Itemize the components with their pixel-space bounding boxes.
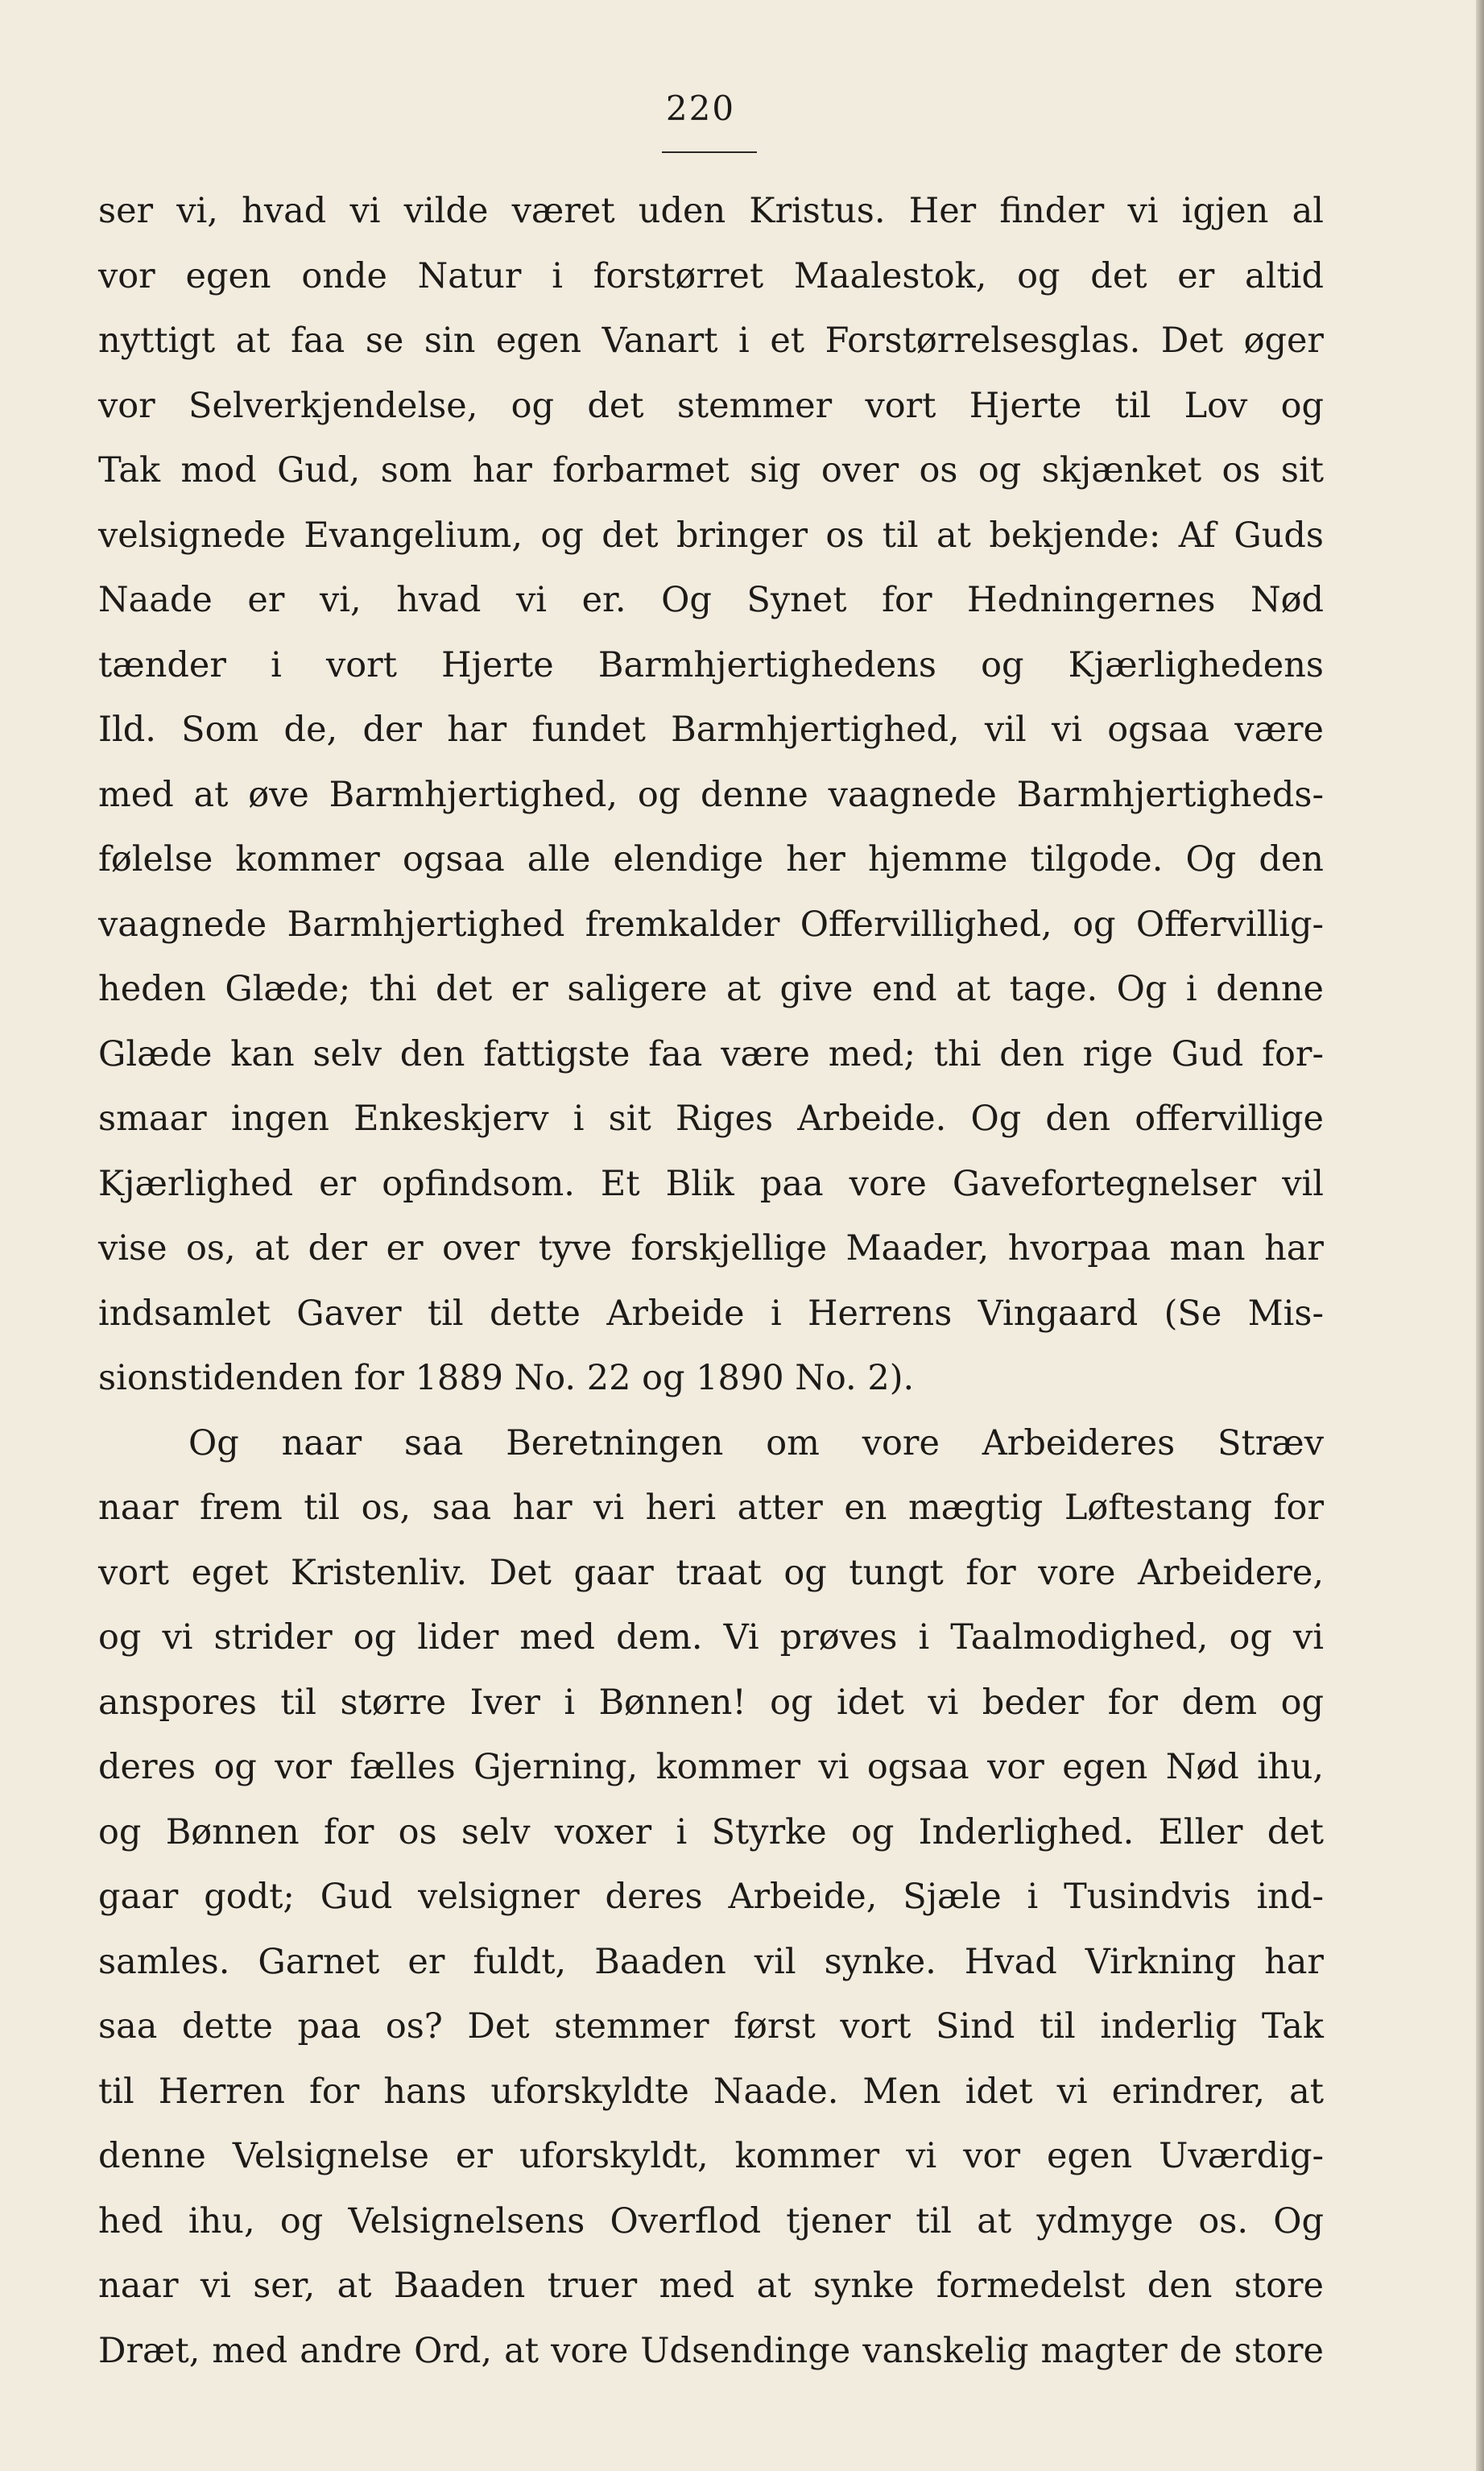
- text-line: naar vi ser, at Baaden truer med at synke formedelst den store: [98, 2266, 1324, 2306]
- text-line: følelse kommer ogsaa alle elendige her hjemme tilgode. Og den: [98, 839, 1324, 880]
- text-line: gaar godt; Gud velsigner deres Arbeide, Sjæle i Tusindvis ind-: [98, 1877, 1324, 1917]
- text-line-paragraph-end: sionstidenden for 1889 No. 22 og 1890 No. 2).: [98, 1358, 915, 1398]
- text-line: ser vi, hvad vi vilde været uden Kristus. Her finder vi igjen al: [98, 191, 1324, 231]
- text-line: Tak mod Gud, som har forbarmet sig over os og skjænket os sit: [98, 450, 1324, 490]
- text-line: vise os, at der er over tyve forskjellige Maader, hvorpaa man har: [98, 1228, 1324, 1269]
- body-text: [98, 179, 1324, 2383]
- page-number: 220: [665, 89, 736, 128]
- text-line: saa dette paa os? Det stemmer først vort Sind til inderlig Tak: [98, 2006, 1324, 2047]
- text-line: smaar ingen Enkeskjerv i sit Riges Arbeide. Og den offervillige: [98, 1099, 1324, 1139]
- text-line: velsignede Evangelium, og det bringer os til at bekjende: Af Guds: [98, 515, 1324, 556]
- text-line: hed ihu, og Velsignelsens Overflod tjener til at ydmyge os. Og: [98, 2200, 1324, 2241]
- text-line: og vi strider og lider med dem. Vi prøves i Taalmodighed, og vi: [98, 1617, 1324, 1658]
- text-line: denne Velsignelse er uforskyldt, kommer vi vor egen Uværdig-: [98, 2136, 1324, 2176]
- text-line: vort eget Kristenliv. Det gaar traat og tungt for vore Arbeidere,: [98, 1552, 1324, 1593]
- text-line: og Bønnen for os selv voxer i Styrke og Inderlighed. Eller det: [98, 1811, 1324, 1852]
- text-line: deres og vor fælles Gjerning, kommer vi ogsaa vor egen Nød ihu,: [98, 1747, 1324, 1787]
- text-line: heden Glæde; thi det er saligere at give end at tage. Og i denne: [98, 969, 1324, 1009]
- text-line-paragraph-start: Og naar saa Beretningen om vore Arbeideres Stræv: [188, 1422, 1324, 1463]
- text-line: Ild. Som de, der har fundet Barmhjertighed, vil vi ogsaa være: [98, 710, 1324, 750]
- text-line: naar frem til os, saa har vi heri atter en mægtig Løftestang for: [98, 1488, 1324, 1528]
- text-line: med at øve Barmhjertighed, og denne vaagnede Barmhjertigheds-: [98, 774, 1324, 815]
- text-line: indsamlet Gaver til dette Arbeide i Herrens Vingaard (Se Mis-: [98, 1293, 1324, 1334]
- text-line: samles. Garnet er fuldt, Baaden vil synke. Hvad Virkning har: [98, 1941, 1324, 1982]
- text-line: nyttigt at faa se sin egen Vanart i et Forstørrelsesglas. Det øger: [98, 321, 1324, 361]
- text-line: Glæde kan selv den fattigste faa være med; thi den rige Gud for-: [98, 1033, 1324, 1074]
- text-line: vaagnede Barmhjertighed fremkalder Offervillighed, og Offervillig-: [98, 904, 1324, 945]
- page-edge: [1476, 0, 1484, 2471]
- text-line: til Herren for hans uforskyldte Naade. Men idet vi erindrer, at: [98, 2071, 1324, 2112]
- text-line: vor Selverkjendelse, og det stemmer vort Hjerte til Lov og: [98, 385, 1324, 426]
- header-rule: [662, 151, 757, 153]
- text-line: vor egen onde Natur i forstørret Maalestok, og det er altid: [98, 255, 1324, 296]
- text-line: tænder i vort Hjerte Barmhjertighedens og Kjærlighedens: [98, 644, 1324, 685]
- text-line: Naade er vi, hvad vi er. Og Synet for Hedningernes Nød: [98, 580, 1324, 620]
- text-line: Dræt, med andre Ord, at vore Udsendinge vanskelig magter de store: [98, 2330, 1324, 2371]
- text-line: Kjærlighed er opfindsom. Et Blik paa vore Gavefortegnelser vil: [98, 1163, 1324, 1204]
- text-line: anspores til større Iver i Bønnen! og idet vi beder for dem og: [98, 1682, 1324, 1723]
